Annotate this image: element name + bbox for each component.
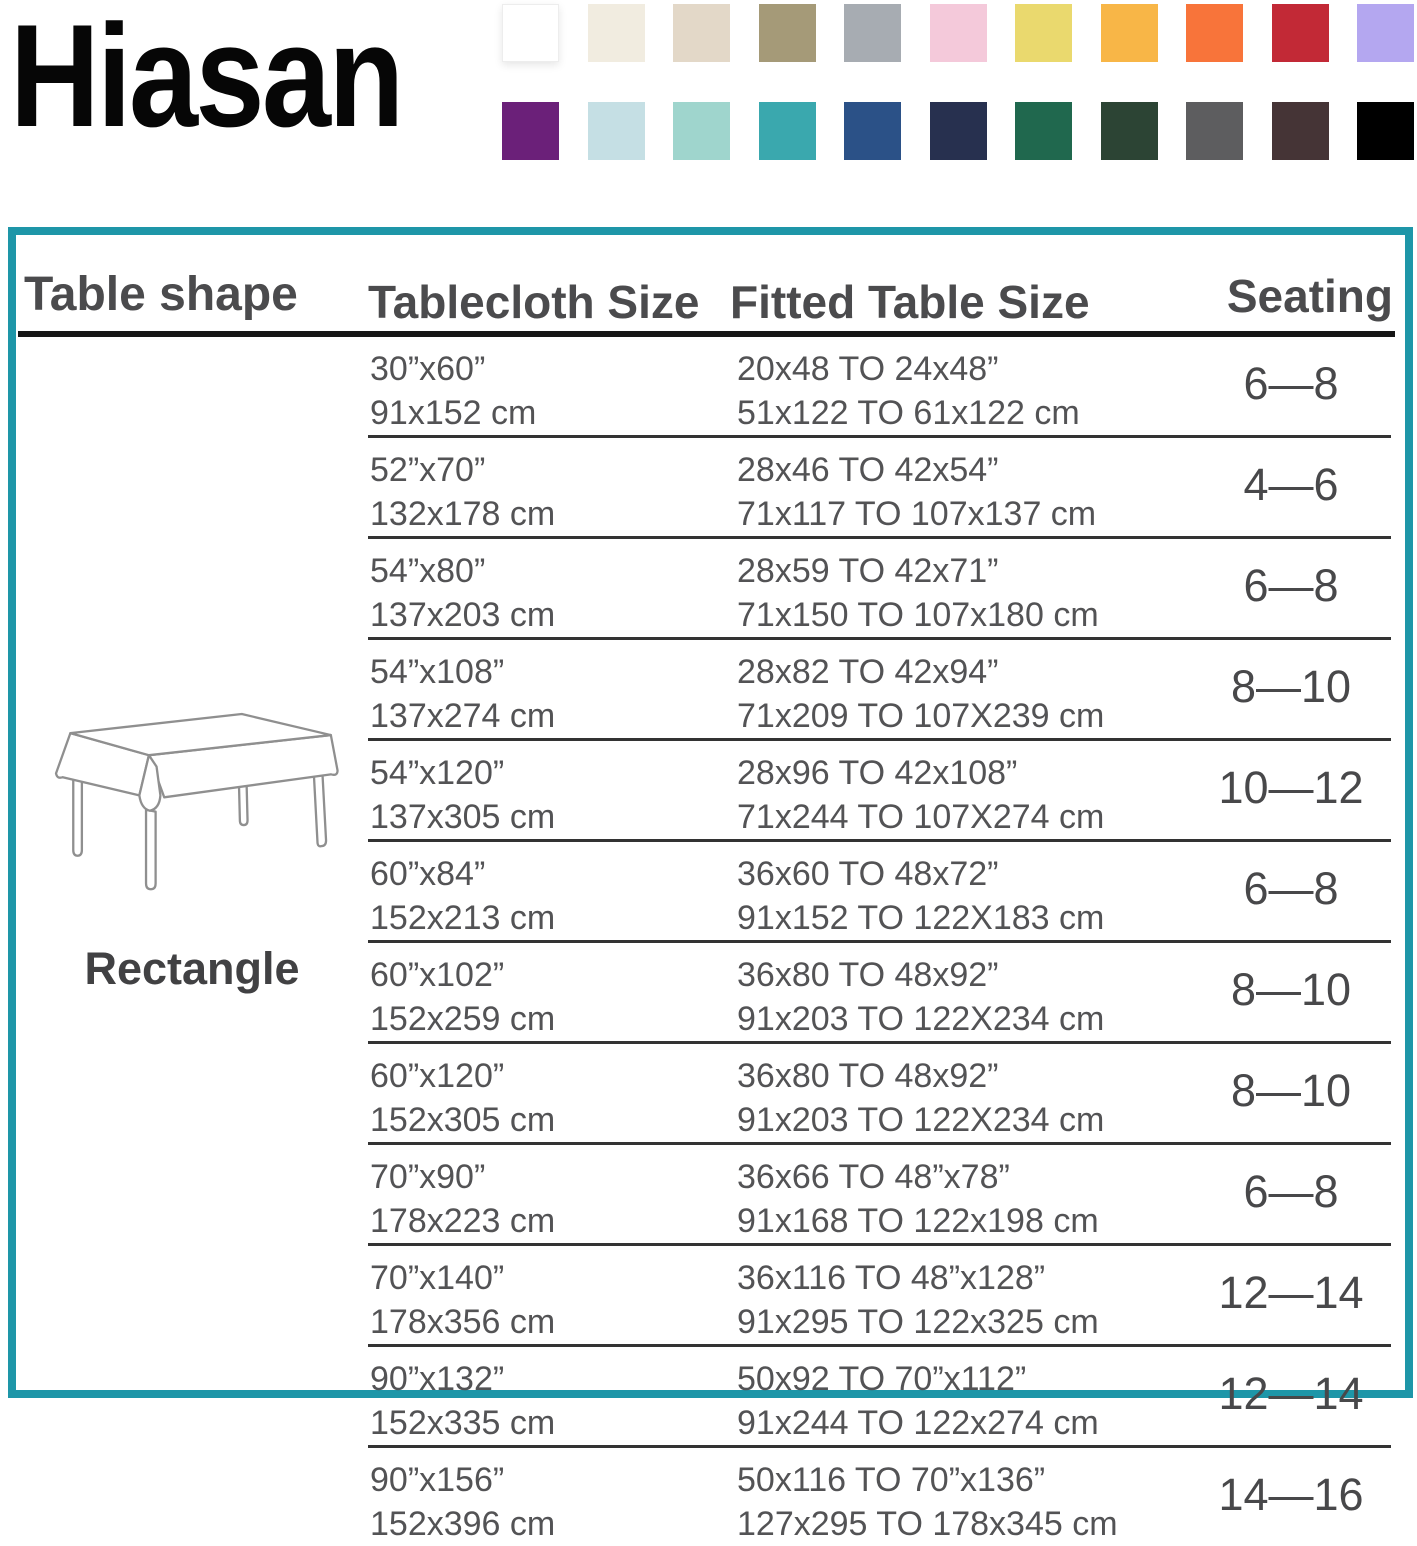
size-chart-header <box>16 235 1405 331</box>
color-swatch-ivory <box>588 4 645 62</box>
size-row <box>368 940 1391 1041</box>
tablecloth-size-cell <box>368 539 735 637</box>
fitted-table-size-cell-line: 28x59 TO 42x71” <box>737 552 999 590</box>
tablecloth-size-cell <box>368 842 735 940</box>
seating-cell: 8—10 <box>1230 1065 1352 1116</box>
size-row <box>368 337 1391 435</box>
tablecloth-size-cell-line: 90”x156” <box>370 1461 505 1499</box>
color-swatch-light-orange <box>1101 4 1158 62</box>
fitted-table-size-cell-line: 91x244 TO 122x274 cm <box>737 1404 1099 1442</box>
color-swatch-aqua <box>673 102 730 160</box>
size-row <box>368 536 1391 637</box>
shape-label: Rectangle <box>84 942 300 994</box>
tablecloth-size-cell-line: 54”x120” <box>370 754 505 792</box>
tablecloth-size-cell-line: 137x305 cm <box>370 798 556 836</box>
fitted-table-size-cell <box>735 1044 1191 1142</box>
size-row <box>368 1243 1391 1344</box>
fitted-table-size-cell-line: 36x80 TO 48x92” <box>737 956 999 994</box>
header-fitted-table-size: Fitted Table Size <box>730 276 1090 328</box>
tablecloth-size-cell-line: 137x274 cm <box>370 697 556 735</box>
tablecloth-size-cell-line: 178x223 cm <box>370 1202 556 1240</box>
tablecloth-size-cell <box>368 1448 735 1546</box>
color-swatch-red <box>1272 4 1329 62</box>
fitted-table-size-cell <box>735 438 1191 536</box>
tablecloth-size-cell <box>368 337 735 435</box>
size-row <box>368 1445 1391 1546</box>
color-swatch-black <box>1357 102 1414 160</box>
color-swatch-pink <box>930 4 987 62</box>
tablecloth-size-cell <box>368 1145 735 1243</box>
size-row <box>368 637 1391 738</box>
tablecloth-size-cell <box>368 438 735 536</box>
color-swatch-dark-brown <box>1272 102 1329 160</box>
color-swatch-steel-blue <box>844 102 901 160</box>
tablecloth-size-cell-line: 152x305 cm <box>370 1101 556 1139</box>
tablecloth-size-cell-line: 152x213 cm <box>370 899 556 937</box>
size-row <box>368 839 1391 940</box>
tablecloth-size-cell <box>368 640 735 738</box>
seating-cell: 6—8 <box>1243 560 1339 611</box>
fitted-table-size-cell-line: 28x46 TO 42x54” <box>737 451 999 489</box>
fitted-table-size-cell-line: 20x48 TO 24x48” <box>737 350 999 388</box>
tablecloth-size-cell-line: 70”x90” <box>370 1158 486 1196</box>
fitted-table-size-cell-line: 36x80 TO 48x92” <box>737 1057 999 1095</box>
fitted-table-size-cell-line: 91x152 TO 122X183 cm <box>737 899 1105 937</box>
tablecloth-size-cell-line: 70”x140” <box>370 1259 505 1297</box>
fitted-table-size-cell-line: 36x66 TO 48”x78” <box>737 1158 1010 1196</box>
color-swatch-navy <box>930 102 987 160</box>
size-row <box>368 738 1391 839</box>
fitted-table-size-cell-line: 51x122 TO 61x122 cm <box>737 394 1080 432</box>
fitted-table-size-cell <box>735 842 1191 940</box>
color-swatch-white <box>502 4 559 62</box>
tablecloth-size-cell-line: 178x356 cm <box>370 1303 556 1341</box>
fitted-table-size-cell-line: 91x203 TO 122X234 cm <box>737 1000 1105 1038</box>
seating-cell: 6—8 <box>1243 358 1339 409</box>
color-swatch-purple <box>502 102 559 160</box>
seating-cell: 6—8 <box>1243 863 1339 914</box>
tablecloth-size-cell-line: 152x259 cm <box>370 1000 556 1038</box>
rectangle-table-icon <box>34 687 350 899</box>
header-seating: Seating <box>1226 270 1393 322</box>
tablecloth-size-cell-line: 54”x108” <box>370 653 505 691</box>
header-table-shape: Table shape <box>24 268 298 321</box>
fitted-table-size-cell-line: 127x295 TO 178x345 cm <box>737 1505 1118 1543</box>
size-row <box>368 1041 1391 1142</box>
tablecloth-size-cell-line: 152x396 cm <box>370 1505 556 1543</box>
header-tablecloth-size: Tablecloth Size <box>368 276 700 328</box>
fitted-table-size-cell <box>735 337 1191 435</box>
tablecloth-size-cell-line: 152x335 cm <box>370 1404 556 1442</box>
tablecloth-size-cell-line: 91x152 cm <box>370 394 537 432</box>
color-swatch-beige <box>673 4 730 62</box>
seating-cell: 6—8 <box>1243 1166 1339 1217</box>
fitted-table-size-cell <box>735 640 1191 738</box>
tablecloth-size-cell <box>368 1246 735 1344</box>
color-swatch-yellow <box>1015 4 1072 62</box>
tablecloth-size-cell-line: 60”x120” <box>370 1057 505 1095</box>
tablecloth-size-cell-line: 60”x102” <box>370 956 505 994</box>
tablecloth-size-cell-line: 52”x70” <box>370 451 486 489</box>
color-swatch-light-blue <box>588 102 645 160</box>
tablecloth-size-cell-line: 132x178 cm <box>370 495 556 533</box>
fitted-table-size-cell-line: 91x295 TO 122x325 cm <box>737 1303 1099 1341</box>
tablecloth-size-cell-line: 137x203 cm <box>370 596 556 634</box>
fitted-table-size-cell <box>735 1145 1191 1243</box>
color-swatch-forest-green <box>1015 102 1072 160</box>
fitted-table-size-cell-line: 28x96 TO 42x108” <box>737 754 1018 792</box>
color-swatch-teal <box>759 102 816 160</box>
tablecloth-size-cell-line: 90”x132” <box>370 1360 505 1398</box>
color-swatch-orange <box>1186 4 1243 62</box>
size-chart <box>8 227 1413 1543</box>
brand-logo: Hiasan <box>10 0 402 157</box>
tablecloth-size-cell <box>368 1347 735 1445</box>
fitted-table-size-cell-line: 91x168 TO 122x198 cm <box>737 1202 1099 1240</box>
seating-cell: 10—12 <box>1218 762 1364 813</box>
fitted-table-size-cell-line: 71x209 TO 107X239 cm <box>737 697 1105 735</box>
size-row <box>368 1142 1391 1243</box>
fitted-table-size-cell <box>735 1448 1191 1546</box>
tablecloth-size-cell <box>368 943 735 1041</box>
fitted-table-size-cell <box>735 943 1191 1041</box>
fitted-table-size-cell <box>735 1347 1191 1445</box>
fitted-table-size-cell <box>735 741 1191 839</box>
swatch-row-2 <box>502 102 1414 160</box>
tablecloth-size-cell-line: 30”x60” <box>370 350 486 388</box>
seating-cell: 12—14 <box>1218 1368 1364 1419</box>
size-row <box>368 435 1391 536</box>
color-swatch-khaki <box>759 4 816 62</box>
fitted-table-size-cell-line: 91x203 TO 122X234 cm <box>737 1101 1105 1139</box>
fitted-table-size-cell <box>735 539 1191 637</box>
swatch-row-1 <box>502 4 1414 62</box>
fitted-table-size-cell-line: 50x92 TO 70”x112” <box>737 1360 1027 1398</box>
table-shape-column <box>16 337 368 1390</box>
seating-cell: 8—10 <box>1230 964 1352 1015</box>
fitted-table-size-cell <box>735 1246 1191 1344</box>
tablecloth-size-cell <box>368 741 735 839</box>
fitted-table-size-cell-line: 36x116 TO 48”x128” <box>737 1259 1046 1297</box>
seating-cell: 14—16 <box>1218 1469 1364 1520</box>
color-swatch-lavender <box>1357 4 1414 62</box>
fitted-table-size-cell-line: 28x82 TO 42x94” <box>737 653 999 691</box>
color-swatch-dark-green <box>1101 102 1158 160</box>
fitted-table-size-cell-line: 71x117 TO 107x137 cm <box>737 495 1097 533</box>
seating-cell: 4—6 <box>1243 459 1339 510</box>
seating-cell: 8—10 <box>1230 661 1352 712</box>
color-swatch-grid <box>502 4 1414 160</box>
fitted-table-size-cell-line: 50x116 TO 70”x136” <box>737 1461 1046 1499</box>
tablecloth-size-cell-line: 54”x80” <box>370 552 486 590</box>
size-row <box>368 1344 1391 1445</box>
tablecloth-size-cell <box>368 1044 735 1142</box>
seating-cell: 12—14 <box>1218 1267 1364 1318</box>
fitted-table-size-cell-line: 71x150 TO 107x180 cm <box>737 596 1099 634</box>
tablecloth-size-cell-line: 60”x84” <box>370 855 486 893</box>
fitted-table-size-cell-line: 36x60 TO 48x72” <box>737 855 999 893</box>
color-swatch-dark-gray <box>1186 102 1243 160</box>
size-rows <box>368 337 1391 1543</box>
fitted-table-size-cell-line: 71x244 TO 107X274 cm <box>737 798 1105 836</box>
color-swatch-gray <box>844 4 901 62</box>
